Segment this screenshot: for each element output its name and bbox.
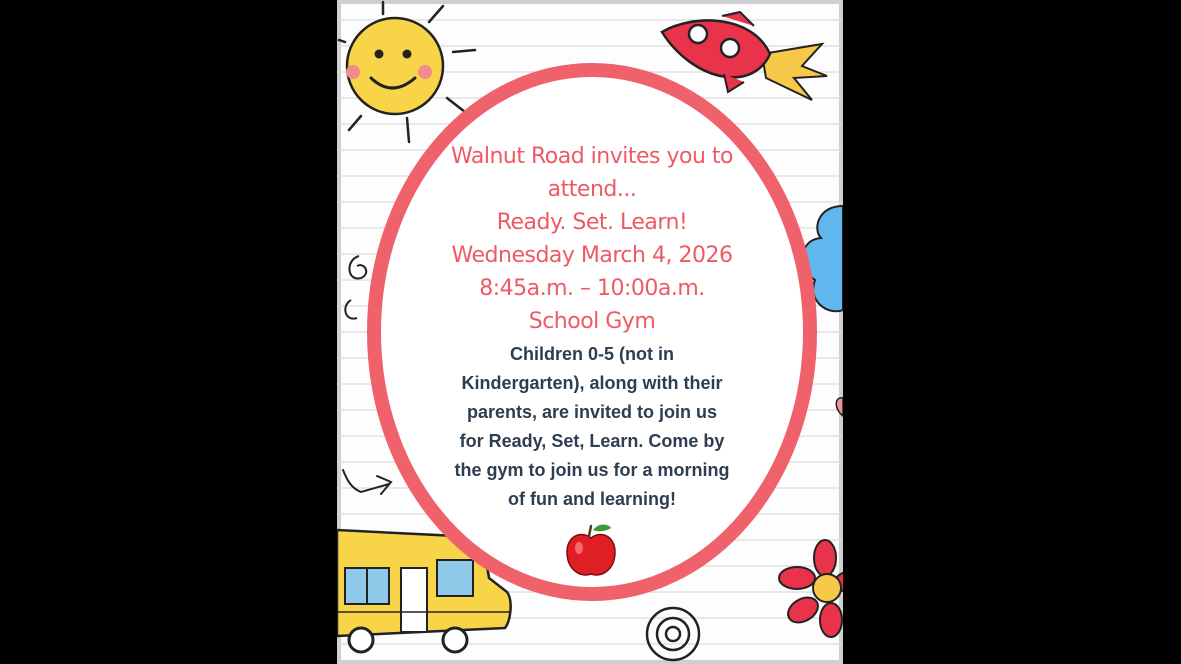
- spiral-icon: [647, 608, 699, 660]
- invitation-text: [427, 140, 757, 514]
- curl-doodle: [345, 256, 366, 319]
- arrow-doodle: [343, 470, 391, 494]
- event-description: Children 0-5 (not in Kindergarten), along with their parents, are invited to join us for Ready, Set, Learn. Come by the gym to join us for a morning of fun and learning!: [454, 344, 730, 509]
- rocket-icon: [662, 12, 827, 100]
- flower-icon: [779, 540, 843, 637]
- flyer: [337, 0, 843, 664]
- heart-doodle: [836, 398, 843, 416]
- event-headline: Walnut Road invites you to attend... Ready. Set. Learn! Wednesday March 4, 2026 8:45a.m. – 10:00a.m. School Gym: [451, 144, 733, 334]
